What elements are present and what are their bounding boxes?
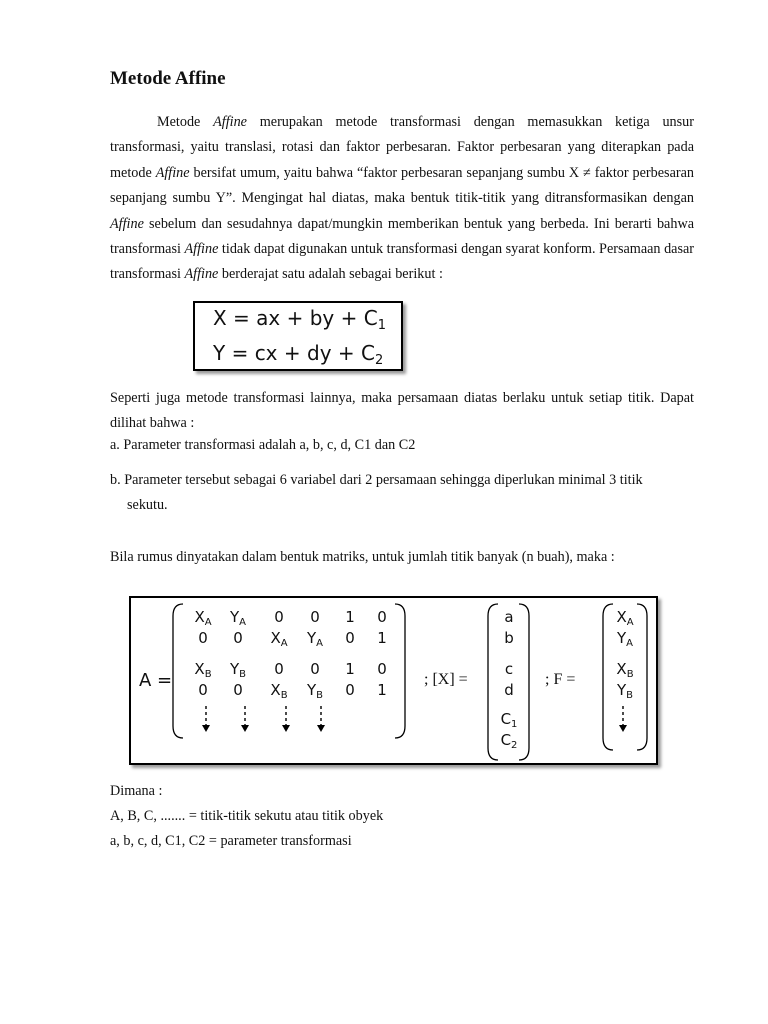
affine-term: Affine [184,266,219,283]
matrix-a-cell: 0 [274,660,284,678]
equation-y: Y = cx + dy + $C_2$ [213,341,384,368]
vector-x-right-bracket [519,604,529,760]
affine-term: Affine [213,114,247,130]
vector-f-right-bracket [637,604,647,750]
arrow-head [619,725,627,732]
paragraph-applicability: Seperti juga metode transformasi lainnya, maka persamaan diatas berlaku untuk setiap titik. Dapat dilihat bahwa : [110,390,694,432]
matrix-a-cell: 0 [310,660,320,678]
matrix-a-cell: $Y_A$ [229,608,247,628]
intro-paragraph [110,110,694,288]
vector-x-cell: $C_2$ [500,731,518,751]
equation-x: X = ax + by + $C_1$ [213,306,386,333]
matrix-a-cell: 0 [198,629,208,647]
vector-f-cell: $X_B$ [616,660,634,680]
vector-f-label: ; F = [545,671,576,688]
vector-x-cell: b [504,629,514,647]
matrix-a-cell: 0 [345,629,355,647]
matrix-a-cell: 0 [233,681,243,699]
arrow-head [202,725,210,732]
matrix-a-cell: 1 [377,629,387,647]
matrix-a-cell: 0 [233,629,243,647]
section-heading: Metode Affine [110,68,226,89]
vector-f-left-bracket [603,604,613,750]
vector-x-cell: c [504,660,514,678]
definition-parameters: a, b, c, d, C1, C2 = parameter transformasi [110,833,352,849]
matrix-a-cell: $X_B$ [194,660,212,680]
list-item-a: a. Parameter transformasi adalah a, b, c, d, C1 dan C2 [110,437,416,453]
vector-x-left-bracket [488,604,498,760]
matrix-a-cell: 1 [345,608,355,626]
matrix-a-cell: 0 [345,681,355,699]
intro-text: Metode [157,114,214,130]
affine-term: Affine [110,215,144,232]
affine-term: Affine [184,241,219,258]
intro-text: merupakan metode transformasi dengan memasukkan ketiga unsur transformasi, yaitu translasi, rotasi dan faktor perbesaran. Faktor perbesaran yang diterapkan pada metode [110,114,694,181]
affine-equation-box [193,301,403,371]
intro-text: berderajat satu adalah sebagai berikut : [218,266,443,283]
matrix-a-cell: 0 [274,608,284,626]
matrix-a-cell: $X_B$ [270,681,288,701]
paragraph-matrix-intro: Bila rumus dinyatakan dalam bentuk matriks, untuk jumlah titik banyak (n buah), maka : [110,549,615,565]
vector-f-cell: $X_A$ [616,608,634,628]
matrix-a-cell: 0 [377,660,387,678]
matrix-a-cell: $Y_B$ [306,681,324,701]
vector-x-cell: $C_1$ [500,710,518,730]
matrix-a-cell: $X_A$ [194,608,212,628]
arrow-head [317,725,325,732]
matrix-a-cell: $Y_B$ [229,660,247,680]
vector-x-cell: a [504,608,514,626]
list-item-b-line1: b. Parameter tersebut sebagai 6 variabel dari 2 persamaan sehingga diperlukan minimal 3 titik [110,472,643,488]
dimana-label: Dimana : [110,783,163,799]
vector-f-cell: $Y_A$ [616,629,634,649]
matrix-a-cell: $Y_A$ [306,629,324,649]
intro-text: sebelum dan sesudahnya dapat/mungkin memberikan bentuk yang berbeda. Ini berarti bahwa transformasi [110,215,694,258]
intro-text: bersifat umum, yaitu bahwa “faktor perbesaran sepanjang sumbu X ≠ faktor perbesaran sepanjang sumbu Y”. Mengingat hal diatas, maka bentuk titik-titik yang ditransformasikan dengan [110,164,694,207]
intro-text: tidak dapat digunakan untuk transformasi dengan syarat konform. Persamaan dasar transformasi [110,241,695,283]
matrix-a-cell: 1 [377,681,387,699]
arrow-head [282,725,290,732]
arrow-head [241,725,249,732]
matrix-figure [129,596,658,765]
matrix-a-cell: 0 [198,681,208,699]
matrix-a-cell: 0 [377,608,387,626]
matrix-a-cell: $X_A$ [270,629,288,649]
definition-points: A, B, C, ....... = titik-titik sekutu atau titik obyek [110,808,384,824]
vector-x-label: ; [X] = [424,671,468,688]
matrix-a-cell: 1 [345,660,355,678]
affine-term: Affine [155,164,190,181]
matrix-a-left-bracket [173,604,183,738]
matrix-a-cell: 0 [310,608,320,626]
matrix-a-label: A = [139,670,173,691]
matrix-a-right-bracket [395,604,405,738]
vector-x-cell: d [504,681,514,699]
vector-f-cell: $Y_B$ [616,681,634,701]
list-item-b-line2: sekutu. [127,497,168,513]
